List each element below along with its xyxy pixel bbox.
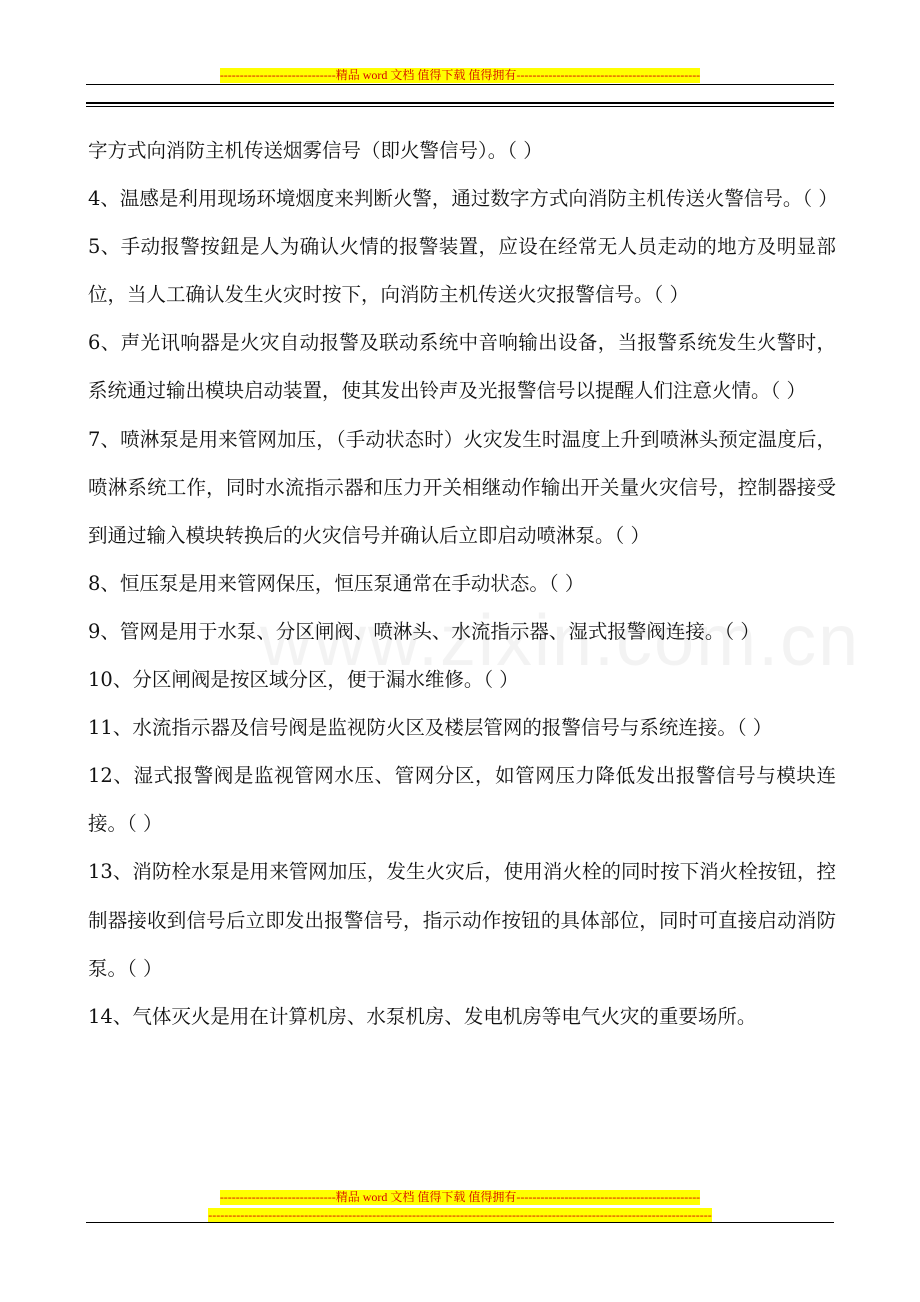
footer-dash-text: ------------------------------------------------------------------------------------------------------------------------------ bbox=[208, 1208, 712, 1222]
paragraph: 9、管网是用于水泵、分区闸阀、喷淋头、水流指示器、湿式报警阀连接。（ ） bbox=[88, 619, 760, 643]
paragraph: 12、湿式报警阀是监视管网水压、管网分区，如管网压力降低发出报警信号与模块连接。（ ） bbox=[88, 764, 836, 836]
paragraph: 6、声光讯响器是火灾自动报警及联动系统中音响输出设备，当报警系统发生火警时，系统通过输出模块启动装置，使其发出铃声及光报警信号以提醒人们注意火情。（ ） bbox=[88, 331, 836, 403]
paragraph: 8、恒压泵是用来管网保压，恒压泵通常在手动状态。（ ） bbox=[88, 571, 585, 595]
header-rule-top bbox=[86, 84, 834, 85]
footer-rule bbox=[86, 1222, 834, 1223]
header-rule-double-thin bbox=[86, 106, 834, 107]
document-body bbox=[88, 127, 836, 1041]
paragraph: 11、水流指示器及信号阀是监视防火区及楼层管网的报警信号与系统连接。（ ） bbox=[88, 716, 773, 740]
header-banner bbox=[0, 66, 920, 84]
header-banner-text: -----------------------------精品 word 文档 值得下载 值得拥有---------------------------------------------- bbox=[219, 68, 701, 82]
header-rule-double-thick bbox=[86, 102, 834, 104]
paragraph: 字方式向消防主机传送烟雾信号（即火警信号）。（ ） bbox=[88, 139, 543, 162]
paragraph: 10、分区闸阀是按区域分区，便于漏水维修。（ ） bbox=[88, 668, 519, 692]
footer-banner-text: -----------------------------精品 word 文档 值得下载 值得拥有---------------------------------------------- bbox=[219, 1190, 701, 1204]
paragraph: 5、手动报警按鈕是人为确认火情的报警装置，应设在经常无人员走动的地方及明显部位，当人工确认发生火灾时按下，向消防主机传送火灾报警信号。（ ） bbox=[88, 235, 836, 307]
paragraph: 4、温感是利用现场环境烟度来判断火警，通过数字方式向消防主机传送火警信号。（ ） bbox=[88, 187, 838, 211]
paragraph: 7、喷淋泵是用来管网加压，（手动状态时）火灾发生时温度上升到喷淋头预定温度后，喷淋系统工作，同时水流指示器和压力开关相继动作输出开关量火灾信号，控制器接受到通过输入模块转换后的火灾信号并确认后立即启动喷淋泵。（ ） bbox=[88, 427, 836, 547]
paragraph: 13、消防栓水泵是用来管网加压，发生火灾后，使用消火栓的同时按下消火栓按钮，控制器接收到信号后立即发出报警信号，指示动作按钮的具体部位，同时可直接启动消防泵。（ ） bbox=[88, 860, 836, 980]
paragraph: 14、气体灭火是用在计算机房、水泵机房、发电机房等电气火灾的重要场所。 bbox=[88, 1004, 757, 1028]
footer-banner bbox=[0, 1188, 920, 1206]
